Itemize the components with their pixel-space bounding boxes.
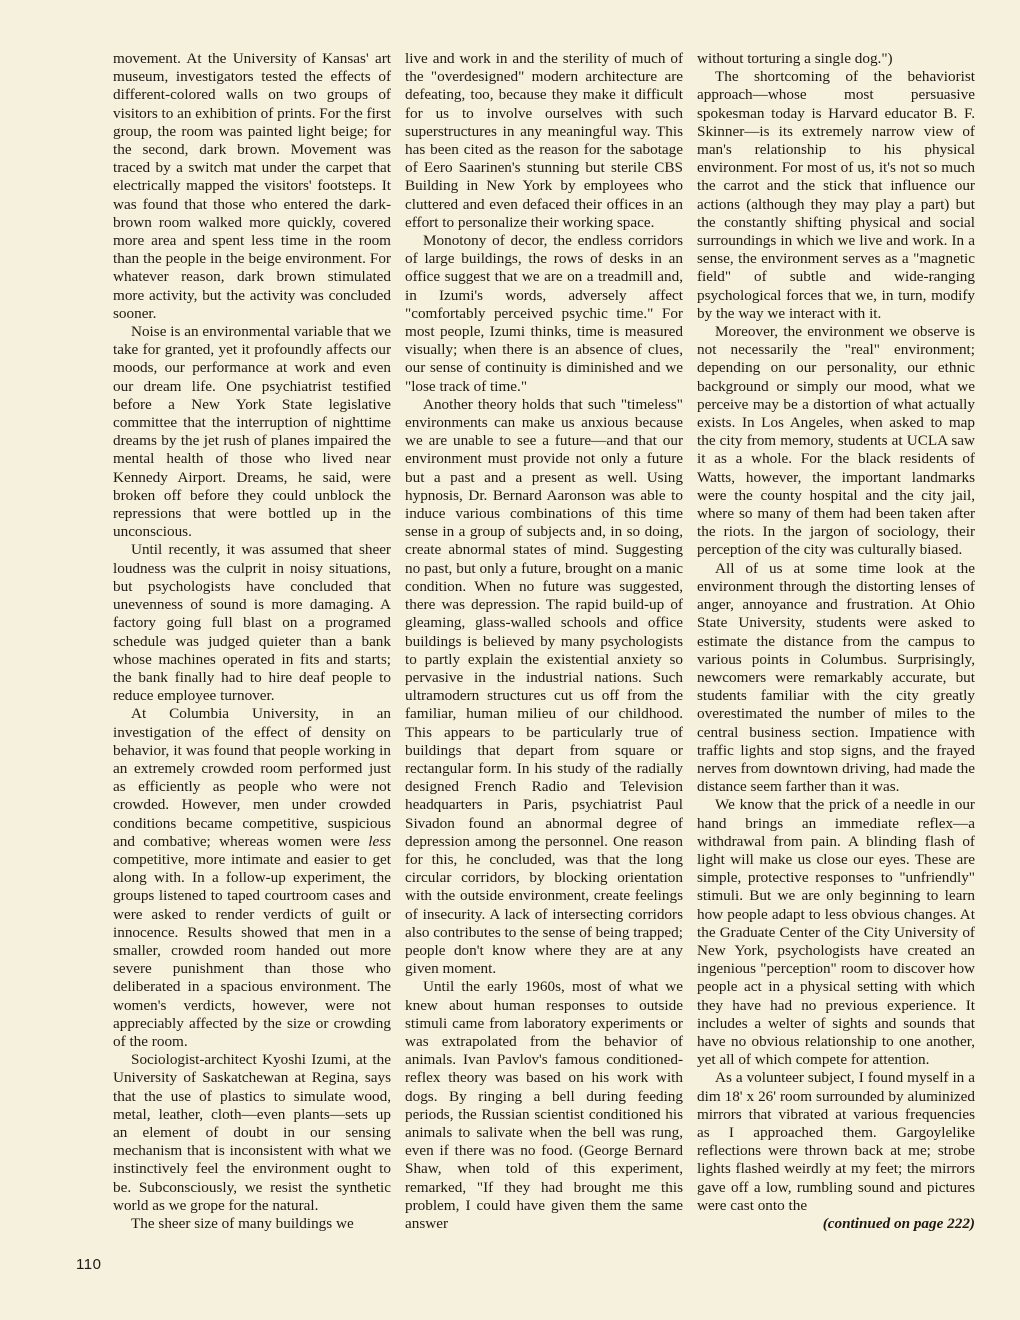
paragraph: The sheer size of many buildings we	[131, 1215, 354, 1232]
continuation-note: (continued on page 222)	[822, 1215, 975, 1232]
paragraph: We know that the prick of a needle in our hand brings an immediate reflex—a withdrawal from pain. A blinding flash of light will make us close our eyes. These are simple, protective responses to "unfriendly" stimuli. But we are only beginning to learn how people adapt to less obvious changes. At the Graduate Center of the City University of New York, psychologists have created an ingenious "perception" room to discover how people act in a physical setting with which they have had no previous experience. It includes a welter of sights and sounds that have no obvious relationship to one another, yet all of which compete for attention.	[697, 796, 975, 1069]
page-number: 110	[76, 1256, 102, 1273]
emphasized-word: less	[368, 832, 392, 850]
paragraph: movement. At the University of Kansas' art museum, investigators tested the effects of different-colored walls on two groups of visitors to an exhibition of prints. For the first group, the room was painted light beige; for the second, dark brown. Movement was traced by a switch mat under the carpet that electrically mapped the visitors' footsteps. It was found that those who entered the dark-brown room walked more quickly, covered more area and spent less time in the room than the people in the beige environment. For whatever reason, dark brown stimulated more activity, but the activity was concluded sooner.	[113, 50, 391, 322]
paragraph: Another theory holds that such "timeless" environments can make us anxious because we are unable to see a future—and that our environment must provide not only a future but a past and a present as well. Using hypnosis, Dr. Bernard Aaronson was able to induce various combinations of this time sense in a group of subjects and, in so doing, create abnormal states of mind. Suggesting no past, but only a future, brought on a manic condition. When no future was suggested, there was depression. The rapid build-up of gleaming, glass-walled schools and office buildings is believed by many psychologists to partly explain the existential anxiety so pervasive in the industrial nations. Such ultramodern structures cut us off from the familiar, human milieu of our childhood. This appears to be particularly true of buildings that depart from square or rectangular form. In his study of the radially designed French Radio and Television headquarters in Paris, psychiatrist Paul Sivadon found an abnormal degree of depression among the personnel. One reason for this, he concluded, was that the long circular corridors, by blocking orientation with the outside environment, create feelings of insecurity. A lack of intersecting corridors also contributes to the sense of being trapped; people don't know where they are at any given moment.	[405, 395, 683, 978]
text-column-1	[113, 50, 391, 1233]
paragraph: The shortcoming of the behaviorist approach—whose most persuasive spokesman today is Harvard educator B. F. Skinner—is its extremely narrow view of man's relationship to his physical environment. For most of us, it's not so much the carrot and the stick that influence our actions (although they may play a part) but the constantly shifting physical and social surroundings in which we live and work. In a sense, the environment serves as a "magnetic field" of subtle and wide-ranging psychological forces that we, in turn, modify by the way we interact with it.	[697, 68, 975, 322]
paragraph: live and work in and the sterility of much of the "overdesigned" modern architecture are defeating, too, because they make it difficult for us to involve ourselves with such superstructures in any meaningful way. This has been cited as the reason for the sabotage of Eero Saarinen's stunning but sterile CBS Building in New York by employees who cluttered and even defaced their offices in an effort to personalize their working space.	[405, 50, 683, 231]
paragraph: without torturing a single dog.")	[697, 50, 893, 67]
paragraph: Moreover, the environment we observe is not necessarily the "real" environment; depending on our personality, our ethnic background or simply our mood, what we perceive may be a distortion of what actually exists. In Los Angeles, when asked to map the city from memory, students at UCLA saw it as a whole. For the black residents of Watts, however, the important landmarks were the county hospital and the city jail, where so many of them had been taken after the riots. In the jargon of sociology, their perception of the city was culturally biased.	[697, 323, 975, 559]
paragraph: As a volunteer subject, I found myself in a dim 18' x 26' room surrounded by aluminized mirrors that vibrated at various frequencies as I approached them. Gargoylelike reflections were thrown back at me; strobe lights flashed weirdly at my feet; the mirrors gave off a low, rumbling sound and pictures were cast onto the	[697, 1069, 975, 1214]
paragraph: Sociologist-architect Kyoshi Izumi, at the University of Saskatchewan at Regina, says that the use of plastics to simulate wood, metal, leather, cloth—even plants—sets up an element of doubt in our sensing mechanism that is inconsistent with what we instinctively feel the environment ought to be. Subconsciously, we resist the synthetic world as we grope for the natural.	[113, 1051, 391, 1214]
text-column-3	[697, 50, 975, 1233]
paragraph-part: At Columbia University, in an investigation of the effect of density on behavior, it was found that people working in an extremely crowded room performed just as efficiently as people who were not crowded. However, men under crowded conditions became competitive, suspicious and combative; whereas women were	[113, 705, 391, 850]
paragraph: All of us at some time look at the environment through the distorting lenses of anger, annoyance and frustration. At Ohio State University, students were asked to estimate the distance from the campus to various points in Columbus. Surprisingly, newcomers were remarkably accurate, but students familiar with the city greatly overestimated the number of miles to the central business section. Impatience with traffic lights and stop signs, and the frayed nerves from downtown driving, had made the distance seem farther than it was.	[697, 559, 975, 796]
text-column-2	[405, 50, 683, 1233]
paragraph-part: competitive, more intimate and easier to get along with. In a follow-up experiment, the groups listened to taped courtroom cases and were asked to render verdicts of guilt or innocence. Results showed that men in a smaller, crowded room handed out more severe punishment than those who deliberated in a spacious environment. The women's verdicts, however, were not appreciably affected by the size or crowding of the room.	[113, 850, 391, 1050]
paragraph: Until recently, it was assumed that sheer loudness was the culprit in noisy situations, but psychologists have concluded that unevenness of sound is more damaging. A factory going full blast on a programed schedule was judged quieter than a bank whose machines operated in fits and starts; the bank finally had to hire deaf people to reduce employee turnover.	[113, 541, 391, 705]
paragraph: Noise is an environmental variable that we take for granted, yet it profoundly affects our moods, our performance at work and even our dream life. One psychiatrist testified before a New York State legislative committee that the interruption of nighttime dreams by the jet rush of planes impaired the mental health of those who lived near Kennedy Airport. Dreams, he said, were broken off before they could unblock the repressions that were bottled up in the unconscious.	[113, 323, 391, 541]
paragraph: Until the early 1960s, most of what we knew about human responses to outside stimuli came from laboratory experiments or was extrapolated from the behavior of animals. Ivan Pavlov's famous conditioned-reflex theory was based on his work with dogs. By ringing a bell during feeding periods, the Russian scientist conditioned his animals to salivate when the bell was rung, even if there was no food. (George Bernard Shaw, when told of this experiment, remarked, "If they had brought me this problem, I could have given them the same answer	[405, 978, 683, 1232]
paragraph-with-emphasis	[113, 705, 391, 1051]
paragraph: Monotony of decor, the endless corridors of large buildings, the rows of desks in an office suggest that we are on a treadmill and, in Izumi's words, adversely affect "comfortably perceived psychic time." For most people, Izumi thinks, time is measured visually; when there is an absence of clues, our sense of continuity is diminished and we "lose track of time."	[405, 232, 683, 395]
